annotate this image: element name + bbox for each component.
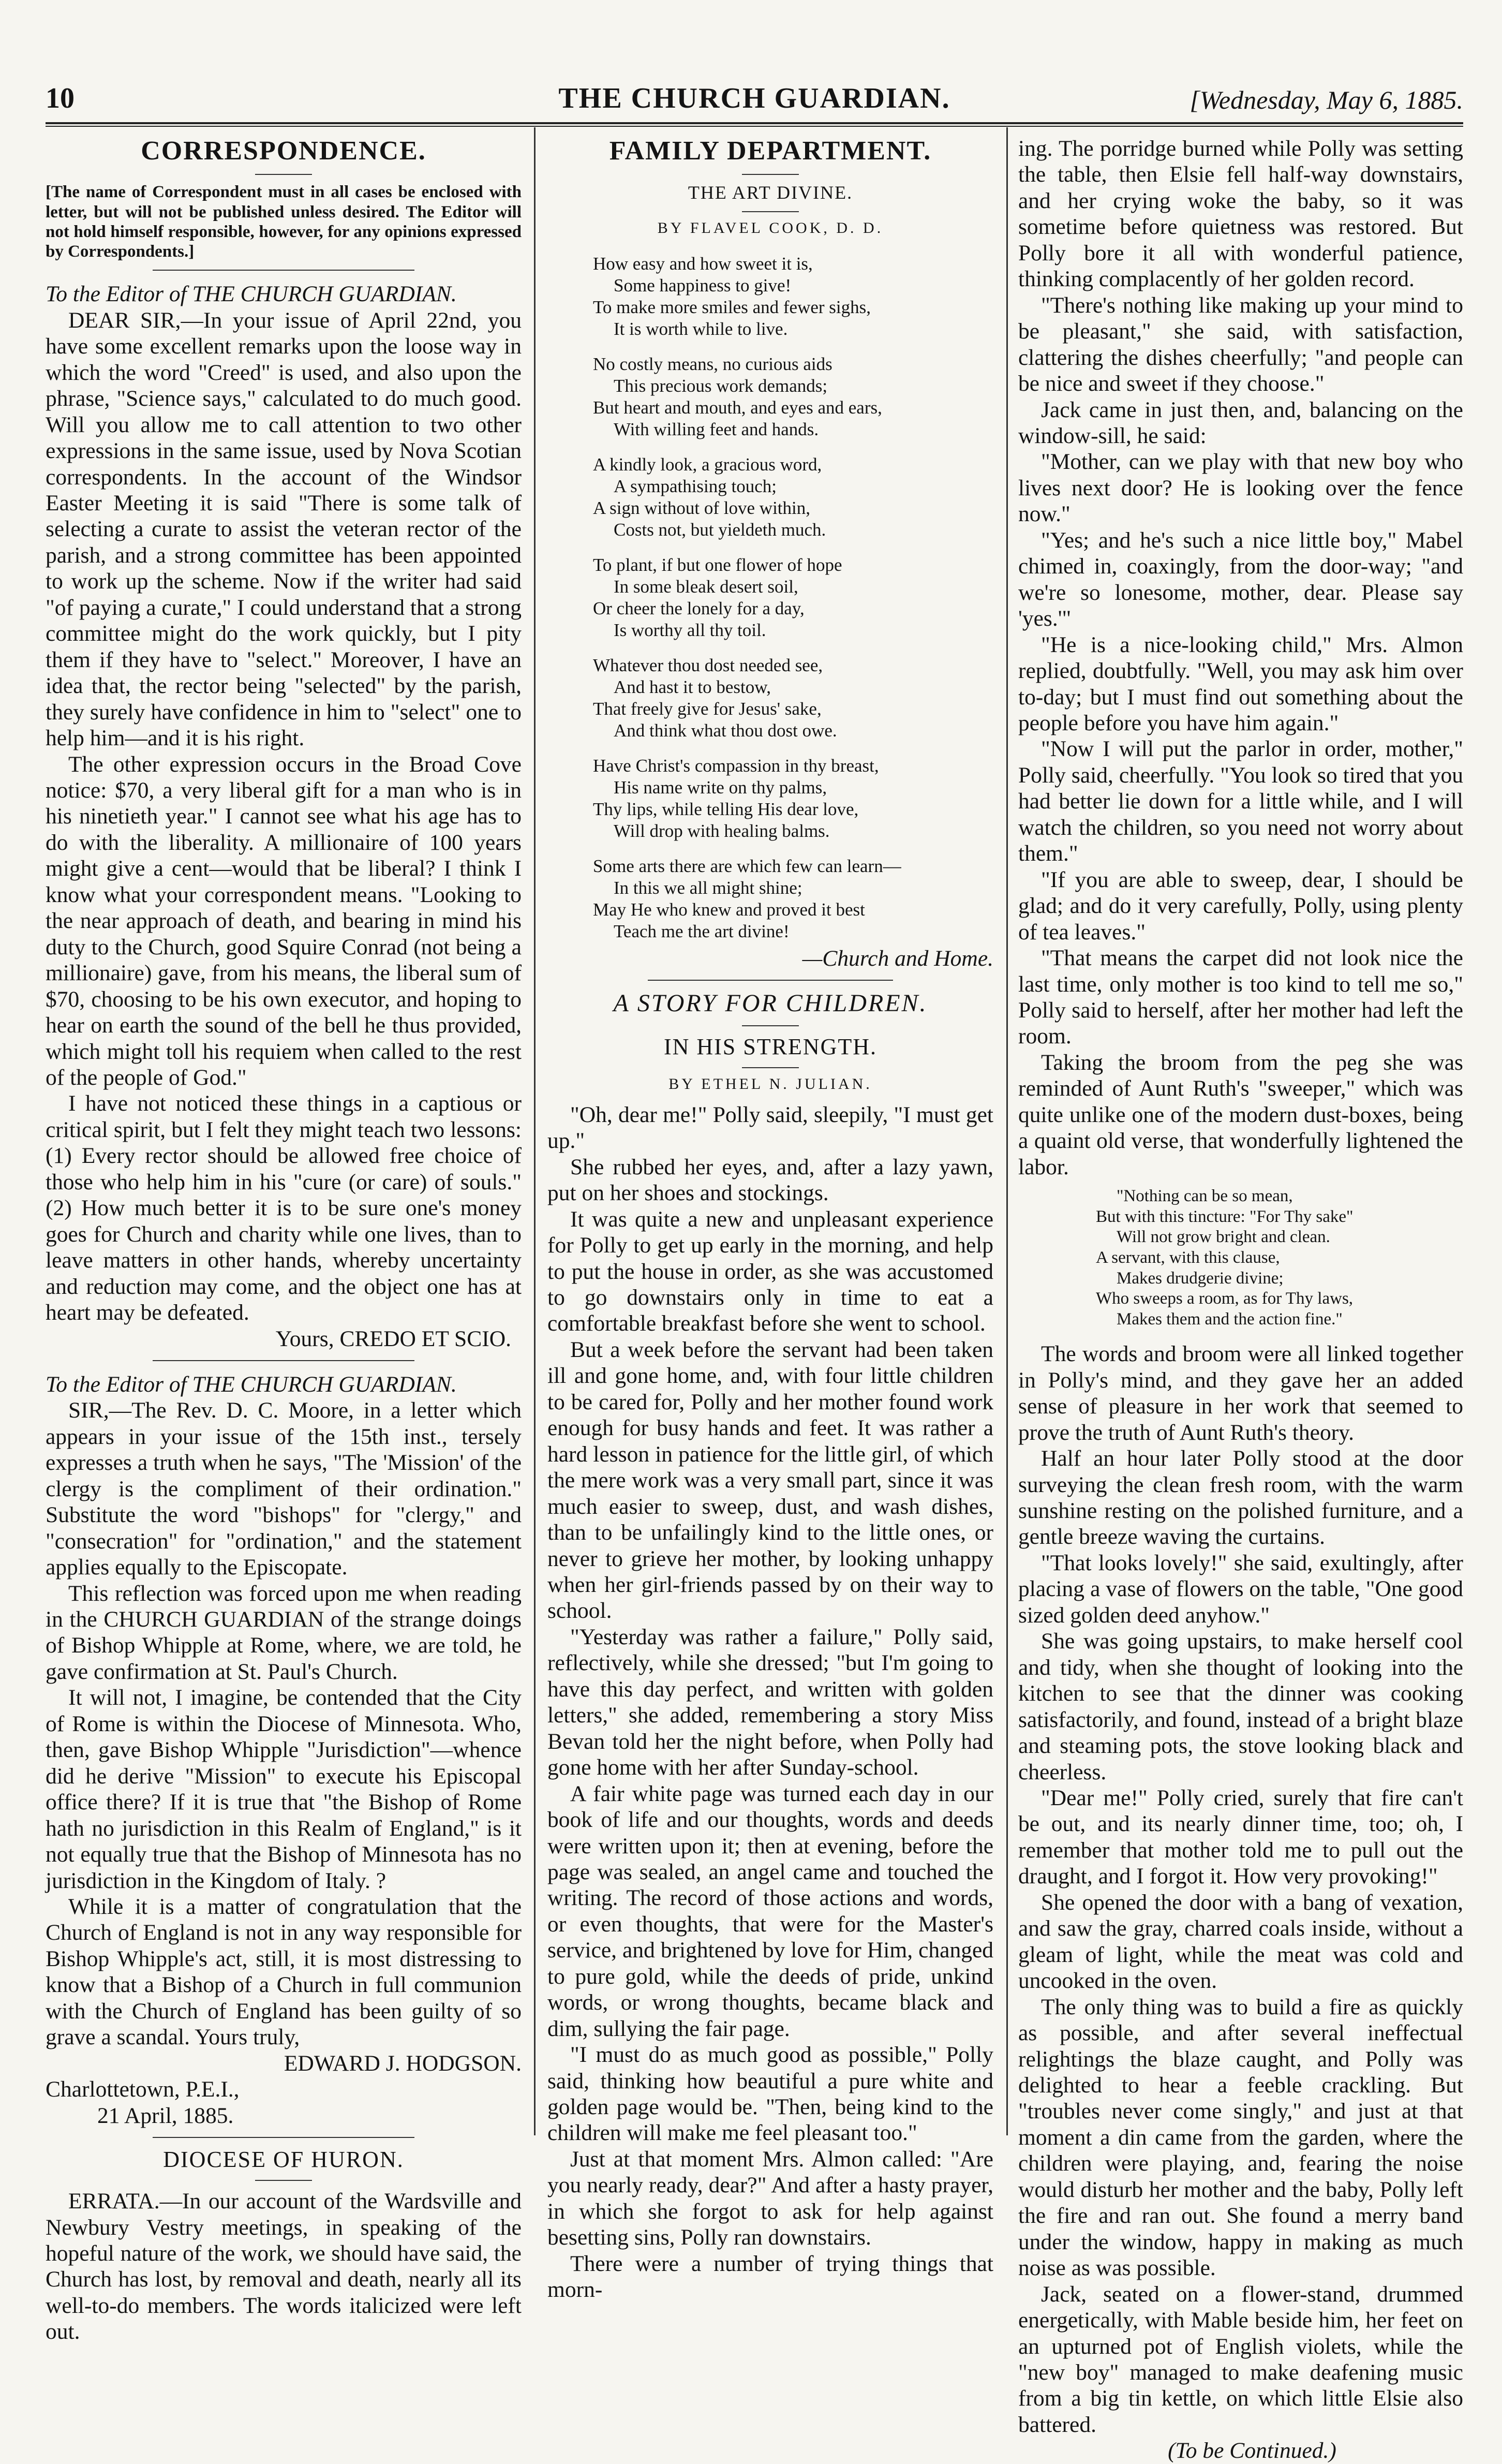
short-rule bbox=[255, 174, 312, 175]
story-paragraph: Jack, seated on a flower-stand, drummed energetically, with Mable beside him, her feet on an upturned pot of English violets, while the "new boy" managed to make deafening music from a big tin kettle, on which little Elsie also battered. bbox=[1018, 2281, 1463, 2437]
column-family bbox=[547, 136, 993, 2303]
section-heading-correspondence: CORRESPONDENCE. bbox=[141, 136, 426, 166]
letter-paragraph: DEAR SIR,—In your issue of April 22nd, you have some excellent remarks upon the loose way in which the word "Creed" is used, and also upon the phrase, "Science says," calculated to do much good. Will you allow me to call attention to two other expressions in the same issue, used by Nova Scotian correspondents. In the account of the Windsor Easter Meeting it is said "There is some talk of selecting a curate to assist the veteran rector of the parish, and a strong committee has been appointed to work up the scheme. Now if the writer had said "of paying a curate," I could understand that a strong committee might do the work quickly, but I pity them if they have to "select." Moreover, I have an idea that, the rector being "selected" by the parish, they surely have confidence in him to "select" one to help him—and it is his right. bbox=[46, 307, 522, 751]
short-rule bbox=[742, 1025, 799, 1026]
poem-attribution: —Church and Home. bbox=[802, 946, 993, 971]
to-be-continued: (To be Continued.) bbox=[1168, 2438, 1336, 2463]
story-paragraph: Taking the broom from the peg she was reminded of Aunt Ruth's "sweeper," which was quite unlike one of the modern dust-boxes, being a quaint old verse, that wonderfully lightened the labor. bbox=[1018, 1050, 1463, 1179]
poem-line: Have Christ's compassion in thy breast, bbox=[593, 755, 879, 776]
verse-line: Who sweeps a room, as for Thy laws, bbox=[1096, 1289, 1354, 1308]
column-divider bbox=[1006, 127, 1008, 2135]
verse-line: Makes them and the action fine." bbox=[1117, 1309, 1343, 1329]
separator bbox=[153, 1360, 414, 1361]
header-rule-thin bbox=[46, 126, 1463, 127]
poem-stanza bbox=[593, 855, 993, 942]
poem-line: Is worthy all thy toil. bbox=[614, 619, 766, 640]
header-rule bbox=[46, 122, 1463, 124]
issue-date: [Wednesday, May 6, 1885. bbox=[1189, 85, 1463, 114]
separator bbox=[153, 270, 414, 271]
verse-line: A servant, with this clause, bbox=[1096, 1248, 1280, 1267]
story-paragraph: Half an hour later Polly stood at the door surveying the clean fresh room, with the warm sunshine resting on the polished furniture, and a gentle breeze waving the curtains. bbox=[1018, 1446, 1463, 1550]
section-heading-family: FAMILY DEPARTMENT. bbox=[609, 136, 932, 166]
column-divider bbox=[534, 127, 536, 2135]
story-paragraph: The only thing was to build a fire as quickly as possible, and after several ineffectual relightings the blaze caught, and Polly was delighted to hear a feeble crackling. But "troubles never come singly," and just at that moment a din came from the garden, where the children were playing, and, fearing the noise would disturb her mother and the baby, Polly left the fire and ran out. She found a merry band under the window, happy in making as much noise as was possible. bbox=[1018, 1994, 1463, 2281]
story-paragraph: ing. The porridge burned while Polly was setting the table, then Elsie fell half-way downstairs, and her crying woke the baby, so it was sometime before quietness was restored. But Polly bore it all with wonderful patience, thinking complacently of her golden record. bbox=[1018, 136, 1463, 292]
letter-paragraph: It will not, I imagine, be contended that the City of Rome is within the Diocese of Minnesota. Who, then, gave Bishop Whipple "Jurisdiction"—whence did he derive "Mission" to execute his Episcopal office there? If it is true that "the Bishop of Rome hath no jurisdiction in this Realm of England," is it not equally true that the Bishop of Minnesota has no jurisdiction in the Kingdom of Italy. ? bbox=[46, 1685, 522, 1893]
story-paragraph: There were a number of trying things that morn- bbox=[547, 2251, 993, 2303]
poem-line: How easy and how sweet it is, bbox=[593, 253, 813, 274]
story-paragraph: But a week before the servant had been taken ill and gone home, and, with four little children to be cared for, Polly and her mother found work enough for busy hands and feet. It was rather a hard lesson in patience for the little girl, of which the mere work was a very small part, since it was much easier to sweep, dust, and wash dishes, than to be unfailingly kind to the little ones, or never to grieve her mother, by looking unhappy when her girl-friends passed by on their way to school. bbox=[547, 1337, 993, 1624]
quoted-verse bbox=[1096, 1186, 1463, 1330]
poem-stanza bbox=[593, 253, 993, 340]
poem-line: May He who knew and proved it best bbox=[593, 899, 865, 920]
story-paragraph: She rubbed her eyes, and, after a lazy yawn, put on her shoes and stockings. bbox=[547, 1154, 993, 1206]
column-correspondence bbox=[46, 136, 522, 2344]
story-paragraph: "Dear me!" Polly cried, surely that fire can't be out, and its nearly dinner time, too; oh, I remember that mother told me to pull out the draught, and I forgot it. How very provoking!" bbox=[1018, 1785, 1463, 1889]
section-heading-story: A STORY FOR CHILDREN. bbox=[613, 990, 928, 1017]
page-number: 10 bbox=[46, 82, 75, 114]
poem-line: In some bleak desert soil, bbox=[614, 576, 798, 597]
story-title: IN HIS STRENGTH. bbox=[663, 1034, 878, 1059]
letter-salutation: To the Editor of THE CHURCH GUARDIAN. bbox=[46, 282, 457, 307]
verse-line: Will not grow bright and clean. bbox=[1117, 1228, 1330, 1247]
separator bbox=[153, 2137, 414, 2138]
story-paragraph: "I must do as much good as possible," Polly said, thinking how beautiful a pure white and golden page would be. "Then, being kind to the children will make me feel pleasant too." bbox=[547, 2042, 993, 2146]
poem-stanza bbox=[593, 755, 993, 842]
story-paragraph: It was quite a new and unpleasant experience for Polly to get up early in the morning, and help to put the house in order, as she was accustomed to go downstairs only in time to eat a comfortable breakfast before she went to school. bbox=[547, 1206, 993, 1336]
poem-line: A sympathising touch; bbox=[614, 476, 777, 496]
story-paragraph: Just at that moment Mrs. Almon called: "Are you nearly ready, dear?" And after a hasty prayer, in which she forgot to ask for help against besetting sins, Polly ran downstairs. bbox=[547, 2146, 993, 2250]
letter-signature: Yours, CREDO ET SCIO. bbox=[275, 1326, 511, 1351]
story-paragraph: She was going upstairs, to make herself cool and tidy, when she thought of looking into the kitchen to see that the dinner was cooking satisfactorily, and found, instead of a bright blaze and steaming pots, the stove looking black and cheerless. bbox=[1018, 1629, 1463, 1784]
story-byline: BY ETHEL N. JULIAN. bbox=[668, 1075, 872, 1093]
letter-paragraph: While it is a matter of congratulation that the Church of England is not in any way responsible for Bishop Whipple's act, still, it is most distressing to know that a Bishop of a Church in full communion with the Church of England has been guilty of so grave a scandal. Yours truly, bbox=[46, 1894, 522, 2050]
poem-title: THE ART DIVINE. bbox=[688, 182, 853, 203]
short-rule bbox=[742, 1067, 799, 1068]
verse-line: Makes drudgerie divine; bbox=[1117, 1268, 1284, 1288]
story-paragraph: "Yesterday was rather a failure," Polly said, reflectively, while she dressed; "but I'm going to have this day perfect, and written with golden letters," she added, remembering a story Miss Bevan told her the night before, when Polly had gone home with her after Sunday-school. bbox=[547, 1624, 993, 1780]
poem-line: To make more smiles and fewer sighs, bbox=[593, 297, 871, 317]
separator bbox=[648, 980, 893, 981]
poem-line: To plant, if but one flower of hope bbox=[593, 554, 842, 575]
poem-stanza bbox=[593, 353, 993, 440]
poem-line: Thy lips, while telling His dear love, bbox=[593, 799, 859, 819]
letter-salutation: To the Editor of THE CHURCH GUARDIAN. bbox=[46, 1371, 457, 1397]
story-paragraph: "He is a nice-looking child," Mrs. Almon replied, doubtfully. "Well, you may ask him over to-day; but I must find out something about the people before you have him again." bbox=[1018, 632, 1463, 735]
page-header bbox=[46, 78, 1463, 121]
poem-stanza bbox=[593, 554, 993, 641]
poem-line: Will drop with healing balms. bbox=[614, 820, 830, 841]
poem-line: And hast it to bestow, bbox=[614, 676, 771, 697]
poem-line: His name write on thy palms, bbox=[614, 777, 827, 798]
poem-line: A sign without of love within, bbox=[593, 497, 810, 518]
story-paragraph: A fair white page was turned each day in our book of life and our thoughts, words and deeds were written upon it; then at evening, before the page was sealed, an angel came and touched the writing. The record of those actions and words, or even thoughts, that were for the Master's service, and brightened by love for Him, changed to pure gold, while the deeds of pride, unkind words, or wrong thoughts, became black and dim, sullying the fair page. bbox=[547, 1781, 993, 2041]
poem-line: It is worth while to live. bbox=[614, 318, 788, 339]
poem-line: Some arts there are which few can learn— bbox=[593, 855, 901, 876]
short-rule bbox=[742, 174, 799, 175]
verse-line: But with this tincture: "For Thy sake" bbox=[1096, 1207, 1354, 1226]
letter-paragraph: I have not noticed these things in a captious or critical spirit, but I felt they might teach two lessons: (1) Every rector should be allowed free choice of those who help him in his "cure (or care) of souls." (2) How much better it is to be sure one's money goes for Church and charity while one lives, than to leave matters in other hands, whereby uncertainty and reduction may come, and the object one has at heart may be defeated. bbox=[46, 1091, 522, 1325]
short-rule bbox=[742, 211, 799, 212]
short-rule bbox=[255, 2180, 312, 2181]
poem-stanza bbox=[593, 454, 993, 541]
poem-line: No costly means, no curious aids bbox=[593, 353, 832, 374]
poem-line: Some happiness to give! bbox=[614, 275, 792, 296]
poem-line: In this we all might shine; bbox=[614, 877, 802, 898]
poem-line: Teach me the art divine! bbox=[614, 921, 790, 941]
poem-line: Costs not, but yieldeth much. bbox=[614, 519, 826, 540]
verse-line: "Nothing can be so mean, bbox=[1117, 1187, 1293, 1206]
story-paragraph: "That looks lovely!" she said, exultingly, after placing a vase of flowers on the table, "One good sized golden deed anyhow." bbox=[1018, 1550, 1463, 1628]
poem-line: Whatever thou dost needed see, bbox=[593, 655, 823, 675]
letter-place: Charlottetown, P.E.I., bbox=[46, 2077, 240, 2102]
letter-paragraph: This reflection was forced upon me when reading in the CHURCH GUARDIAN of the strange doings of Bishop Whipple at Rome, where, we are told, he gave confirmation at St. Paul's Church. bbox=[46, 1581, 522, 1684]
story-paragraph: "Mother, can we play with that new boy who lives next door? He is looking over the fence now." bbox=[1018, 449, 1463, 527]
poem-line: But heart and mouth, and eyes and ears, bbox=[593, 397, 882, 418]
editorial-note: [The name of Correspondent must in all cases be enclosed with letter, but will not be published unless desired. The Editor will not hold himself responsible, however, for any opinions expressed by Correspondents.] bbox=[46, 183, 522, 261]
poem-line: A kindly look, a gracious word, bbox=[593, 454, 822, 475]
poem-byline: BY FLAVEL COOK, D. D. bbox=[657, 219, 884, 237]
letter-paragraph: SIR,—The Rev. D. C. Moore, in a letter which appears in your issue of the 15th inst., tersely expresses a truth when he says, "The 'Mission' of the clergy is the compliment of their ordination." Substitute the word "bishops" for "clergy," and "consecration" for "ordination," and the statement applies equally to the Episcopate. bbox=[46, 1398, 522, 1580]
letter-date: 21 April, 1885. bbox=[97, 2103, 234, 2128]
poem-line: This precious work demands; bbox=[614, 375, 828, 396]
masthead: THE CHURCH GUARDIAN. bbox=[558, 82, 950, 114]
story-paragraph: "Yes; and he's such a nice little boy," Mabel chimed in, coaxingly, from the door-way; "and we're so lonesome, mother, dear. Please say 'yes.'" bbox=[1018, 527, 1463, 631]
story-paragraph: "That means the carpet did not look nice the last time, only mother is too kind to tell me so," Polly said to herself, after her mother had left the room. bbox=[1018, 946, 1463, 1049]
story-paragraph: She opened the door with a bang of vexation, and saw the gray, charred coals inside, without a gleam of light, while the meat was cold and uncooked in the oven. bbox=[1018, 1890, 1463, 1994]
story-paragraph: "If you are able to sweep, dear, I should be glad; and do it very carefully, Polly, using plenty of tea leaves." bbox=[1018, 867, 1463, 945]
poem-line: Or cheer the lonely for a day, bbox=[593, 598, 805, 618]
poem-line: And think what thou dost owe. bbox=[614, 720, 837, 741]
errata-paragraph: ERRATA.—In our account of the Wardsville and Newbury Vestry meetings, in speaking of the hopeful nature of the work, we should have said, the Church has lost, by removal and death, nearly all its well-to-do members. The words italicized were left out. bbox=[46, 2189, 522, 2344]
letter-paragraph: The other expression occurs in the Broad Cove notice: $70, a very liberal gift for a man who is in his ninetieth year." I cannot see what his age has to do with the liberality. A millionaire of 100 years might give a cent—would that be liberal? I think I know what your correspondent means. "Looking to the near approach of death, and bearing in mind his duty to the Church, good Squire Conrad (not being a millionaire) gave, from his means, the liberal sum of $70, choosing to be his own executor, and hoping to hear on earth the sound of the bell he thus provided, which might toll his requiem when called to the rest of the people of God." bbox=[46, 751, 522, 1090]
poem-stanza bbox=[593, 655, 993, 742]
section-heading-huron: DIOCESE OF HURON. bbox=[163, 2147, 404, 2173]
poem-line: That freely give for Jesus' sake, bbox=[593, 698, 822, 719]
poem-line: With willing feet and hands. bbox=[614, 419, 819, 439]
column-story-continued bbox=[1018, 136, 1463, 2463]
story-paragraph: "Oh, dear me!" Polly said, sleepily, "I must get up." bbox=[547, 1102, 993, 1154]
story-paragraph: "Now I will put the parlor in order, mother," Polly said, cheerfully. "You look so tired that you had better lie down for a little while, and I will watch the children, so you need not worry about them." bbox=[1018, 736, 1463, 866]
letter-signature: EDWARD J. HODGSON. bbox=[284, 2050, 522, 2076]
story-paragraph: Jack came in just then, and, balancing on the window-sill, he said: bbox=[1018, 397, 1463, 448]
story-paragraph: "There's nothing like making up your mind to be pleasant," she said, with satisfaction, clattering the dishes cheerfully; "and people can be nice and sweet if they choose." bbox=[1018, 292, 1463, 396]
story-paragraph: The words and broom were all linked together in Polly's mind, and they gave her an added sense of pleasure in her work that seemed to prove the truth of Aunt Ruth's theory. bbox=[1018, 1341, 1463, 1445]
